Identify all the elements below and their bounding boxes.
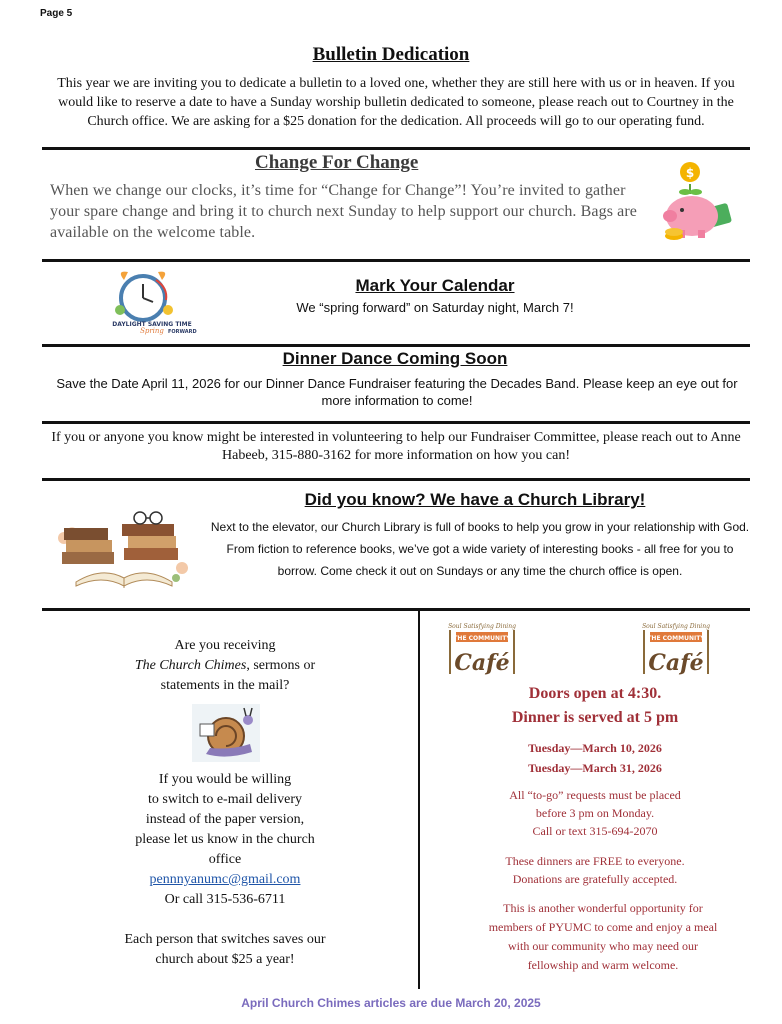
- email-delivery-section: [110, 636, 340, 970]
- email-line-3: statements in the mail?: [160, 678, 290, 693]
- dinner-dance-heading: Dinner Dance Coming Soon: [282, 349, 508, 368]
- svg-text:THE COMMUNITY: THE COMMUNITY: [453, 635, 511, 642]
- email-line-5: to switch to e-mail delivery: [148, 792, 302, 807]
- svg-text:Spring: Spring: [140, 327, 164, 335]
- divider: [42, 608, 750, 611]
- email-line-4: If you would be willing: [158, 772, 292, 787]
- svg-text:DAYLIGHT SAVING TIME: DAYLIGHT SAVING TIME: [112, 321, 192, 328]
- cafe-free: [440, 852, 750, 888]
- church-library-text: Next to the elevator, our Church Library is full of books to help you grow in your relationship with God. From fiction to reference books, we’ve got a wide variety of interesting books - all free for you to borrow. Come check it out on Sundays or any time the church office is open.: [210, 520, 750, 578]
- email-line-2: [110, 656, 340, 676]
- savings-line-1: Each person that switches saves our: [124, 932, 326, 947]
- email-link[interactable]: pennnyanumc@gmail.com: [149, 872, 301, 887]
- mark-your-calendar-text: We “spring forward” on Saturday night, March 7!: [296, 300, 574, 315]
- email-line-1: Are you receiving: [174, 638, 276, 653]
- change-for-change-text: When we change our clocks, it’s time for “Change for Change”! You’re invited to gather your spare change and bring it to church next Sunday to help support our church. Bags are available on the welcome table.: [50, 182, 637, 241]
- phone-text: Or call 315-536-6711: [164, 892, 286, 907]
- savings-line-2: church about $25 a year!: [155, 952, 295, 967]
- email-line-8: office: [208, 852, 242, 867]
- cafe-to-go: [440, 786, 750, 840]
- books-icon: [52, 508, 192, 592]
- svg-text:Soul Satisfying Dining: Soul Satisfying Dining: [448, 623, 516, 630]
- column-divider: [418, 611, 420, 989]
- free-line-1: These dinners are FREE to everyone.: [505, 854, 685, 868]
- bulletin-dedication-text: This year we are inviting you to dedicate a bulletin to a loved one, whether they are still here with us or in heaven. If you would like to reserve a date to have a Sunday worship bulletin dedicated to someone, please reach out to Courtney in the Church office. We are asking for a $25 donation for the dedication. All proceeds will go to our operating fund.: [57, 76, 735, 129]
- svg-text:Soul Satisfying Dining: Soul Satisfying Dining: [642, 623, 710, 630]
- opportunity-line-3: with our community who may need our: [508, 939, 698, 953]
- piggy-bank-icon: [652, 158, 734, 244]
- opportunity-line-2: members of PYUMC to come and enjoy a meal: [488, 920, 718, 934]
- opportunity-line-1: This is another wonderful opportunity for: [503, 901, 703, 915]
- cafe-dates: [440, 738, 750, 778]
- cafe-hours: [440, 682, 750, 730]
- volunteer-text: If you or anyone you know might be interested in volunteering to help our Fundraiser Committee, please reach out to Anne Habeeb, 315-880-3162 for more information on how you can!: [51, 430, 741, 463]
- email-line-6: instead of the paper version,: [145, 812, 305, 827]
- divider: [42, 259, 750, 262]
- page-number: Page 5: [40, 8, 73, 19]
- footer-deadline: April Church Chimes articles are due March 20, 2025: [241, 996, 541, 1010]
- cafe-opportunity: [448, 899, 758, 975]
- opportunity-line-4: fellowship and warm welcome.: [527, 958, 679, 972]
- daylight-saving-clock-icon: [106, 266, 198, 340]
- community-cafe-logo-right: [636, 618, 716, 680]
- community-cafe-logo-left: [442, 618, 522, 680]
- email-line-2-rest: , sermons or: [246, 658, 316, 673]
- bulletin-dedication-heading: Bulletin Dedication: [312, 44, 470, 65]
- svg-text:Café: Café: [454, 650, 510, 676]
- cafe-date-1: Tuesday—March 10, 2026: [528, 741, 662, 755]
- divider: [42, 344, 750, 347]
- to-go-line-1: All “to-go” requests must be placed: [509, 788, 681, 802]
- mark-your-calendar-heading: Mark Your Calendar: [355, 276, 515, 295]
- to-go-line-3: Call or text 315-694-2070: [532, 824, 658, 838]
- cafe-date-2: Tuesday—March 31, 2026: [528, 761, 662, 775]
- dinner-dance-text: Save the Date April 11, 2026 for our Dinner Dance Fundraiser featuring the Decades Band. Please keep an eye out for more information to come!: [56, 376, 738, 408]
- svg-text:Café: Café: [648, 650, 704, 676]
- svg-text:$: $: [685, 166, 695, 180]
- divider: [42, 478, 750, 481]
- email-line-7: please let us know in the church: [135, 832, 315, 847]
- doors-open-text: Doors open at 4:30.: [528, 685, 662, 702]
- newsletter-name: The Church Chimes: [134, 658, 247, 673]
- church-library-heading: Did you know? We have a Church Library!: [304, 490, 646, 509]
- to-go-line-2: before 3 pm on Monday.: [535, 806, 655, 820]
- dinner-served-text: Dinner is served at 5 pm: [511, 709, 679, 726]
- divider: [42, 147, 750, 150]
- snail-mail-icon: [192, 704, 260, 762]
- svg-text:THE COMMUNITY: THE COMMUNITY: [647, 635, 705, 642]
- free-line-2: Donations are gratefully accepted.: [512, 872, 678, 886]
- svg-text:FORWARD: FORWARD: [168, 329, 197, 335]
- divider: [42, 421, 750, 424]
- change-for-change-heading: Change For Change: [255, 152, 419, 173]
